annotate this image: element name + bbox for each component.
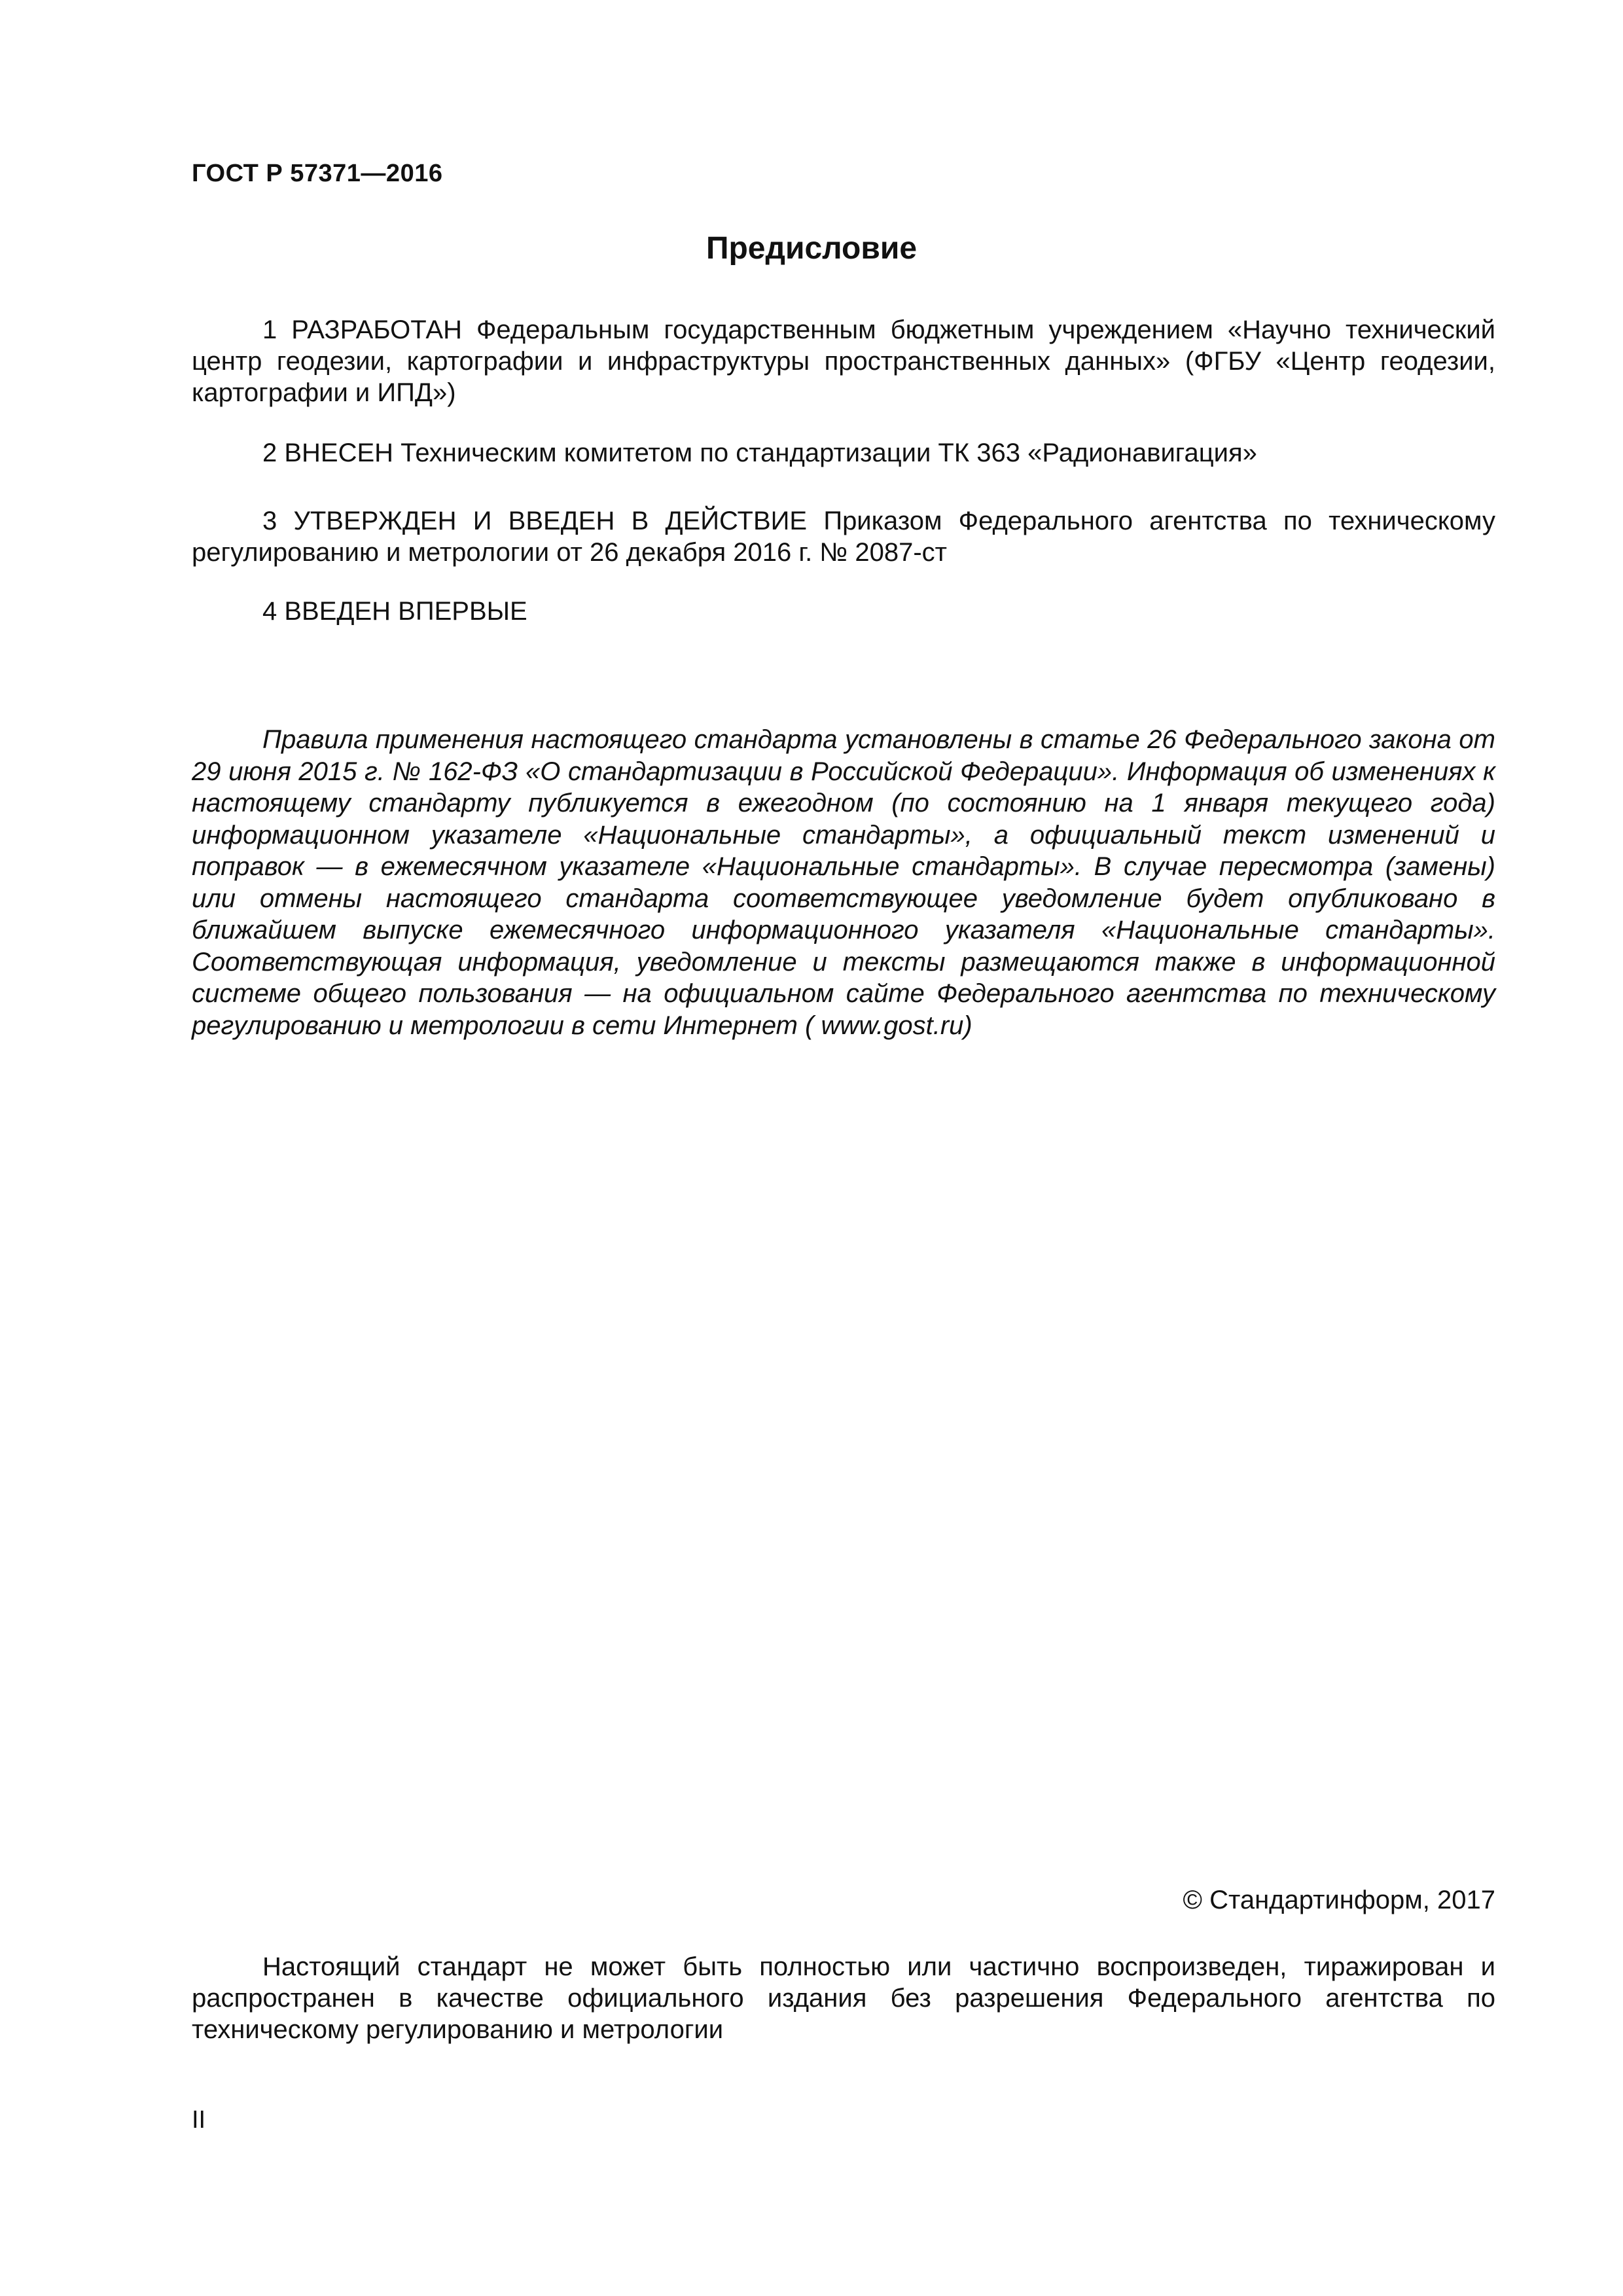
page-title: Предисловие — [705, 231, 918, 266]
application-rules-notice: Правила применения настоящего стандарта установлены в статье 26 Федерального закона от 29 июня 2015 г. № 162-ФЗ «О стандартизации в Российской Федерации». Информация об изменениях к настоящему стандарту публикуется в ежегодном (по состоянию на 1 января текущего года) информационном указателе «Национальные стандарты», а официальный текст изменений и поправок — в ежемесячном указателе «Национальные стандарты». В случае пересмотра (замены) или отмены настоящего стандарта соответствующее уведомление будет опубликовано в ближайшем выпуске ежемесячного информационного указателя «Национальные стандарты». Соответствующая информация, уведомление и тексты размещаются также в информационной системе общего пользования — на официальном сайте Федерального агентства по техническому регулированию и метрологии в сети Интернет ( www.gost.ru) — [192, 725, 1495, 1040]
document-code: ГОСТ Р 57371—2016 — [192, 160, 443, 187]
foreword-item-developed: 1 РАЗРАБОТАН Федеральным государственным бюджетным учреждением «Научно технический центр геодезии, картографии и инфраструктуры пространственных данных» (ФГБУ «Центр геодезии, картографии и ИПД») — [192, 315, 1495, 407]
page-number: II — [192, 2106, 206, 2134]
foreword-item-approved: 3 УТВЕРЖДЕН И ВВЕДЕН В ДЕЙСТВИЕ Приказом Федерального агентства по техническому регулированию и метрологии от 26 декабря 2016 г. № 2087-ст — [192, 507, 1495, 567]
foreword-item-first-introduced: 4 ВВЕДЕН ВПЕРВЫЕ — [262, 597, 527, 626]
foreword-item-introduced: 2 ВНЕСЕН Техническим комитетом по стандартизации ТК 363 «Радионавигация» — [262, 439, 1257, 467]
reproduction-notice: Настоящий стандарт не может быть полностью или частично воспроизведен, тиражирован и распространен в качестве официального издания без разрешения Федерального агентства по техническому регулированию и метрологии — [192, 1952, 1495, 2044]
copyright-line: © Стандартинформ, 2017 — [1183, 1886, 1495, 1914]
